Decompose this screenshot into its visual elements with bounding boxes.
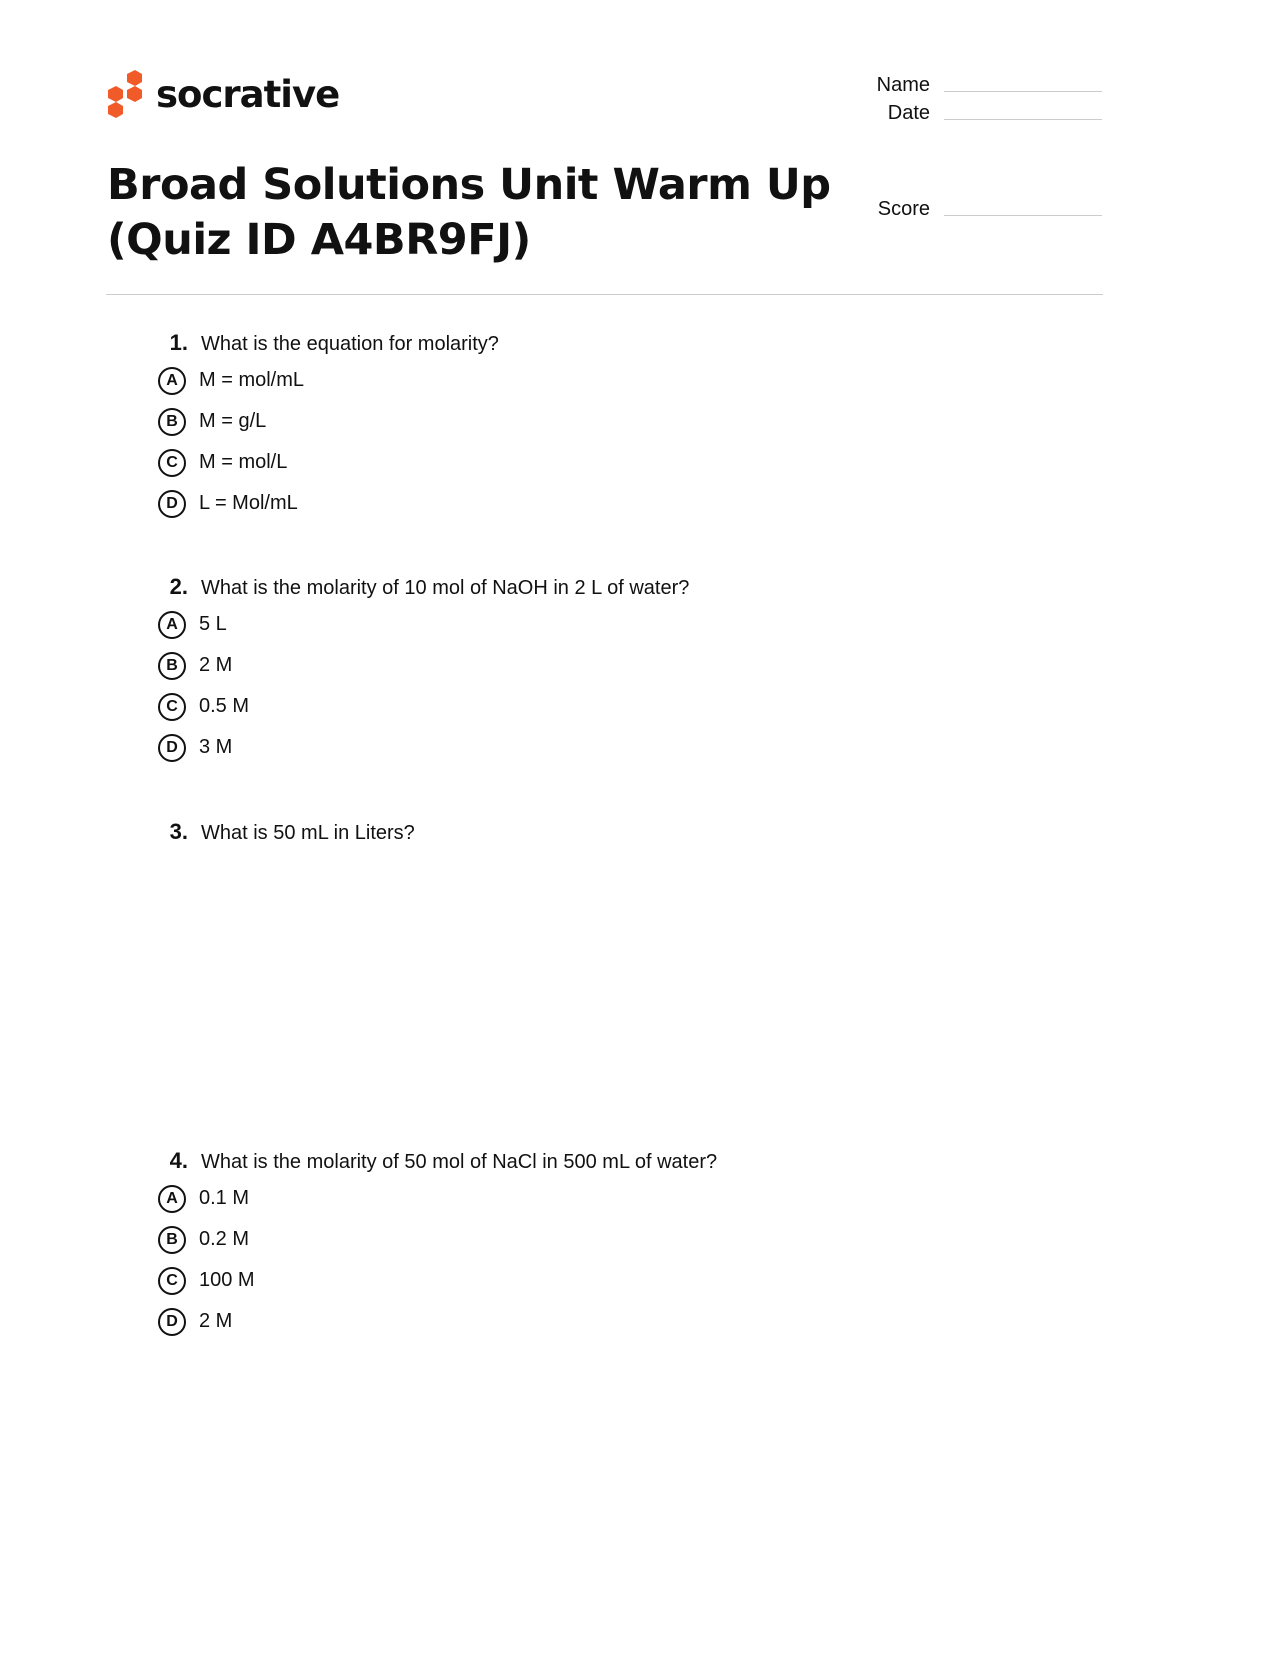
- question-header: [158, 574, 689, 600]
- answer-bubble[interactable]: D: [158, 490, 186, 518]
- question-2: [158, 574, 689, 768]
- name-label: Name: [876, 74, 930, 96]
- answer-text: 2 M: [199, 1310, 233, 1332]
- answer-option[interactable]: [158, 360, 499, 401]
- date-field[interactable]: [850, 102, 1102, 125]
- answer-option[interactable]: [158, 686, 689, 727]
- question-number: 4.: [169, 1148, 188, 1173]
- answer-text: 3 M: [199, 736, 233, 758]
- answer-text: 5 L: [199, 613, 227, 635]
- answer-bubble[interactable]: A: [158, 367, 186, 395]
- answer-text: 0.2 M: [199, 1228, 250, 1250]
- quiz-title: [107, 158, 831, 268]
- answer-text: 100 M: [199, 1269, 255, 1291]
- answer-option[interactable]: [158, 1219, 717, 1260]
- date-line[interactable]: [944, 118, 1102, 120]
- answer-bubble[interactable]: D: [158, 1308, 186, 1336]
- question-text: What is the equation for molarity?: [201, 333, 499, 355]
- question-4: [158, 1148, 717, 1342]
- answer-text: 2 M: [199, 654, 233, 676]
- answer-option[interactable]: [158, 604, 689, 645]
- answer-option[interactable]: [158, 1301, 717, 1342]
- answer-bubble[interactable]: C: [158, 1267, 186, 1295]
- question-1: [158, 330, 499, 524]
- answer-text: M = g/L: [199, 410, 267, 432]
- answer-option[interactable]: [158, 401, 499, 442]
- header-divider: [106, 294, 1103, 295]
- answer-text: M = mol/L: [199, 451, 288, 473]
- answer-text: L = Mol/mL: [199, 492, 298, 514]
- answer-option[interactable]: [158, 727, 689, 768]
- title-line-2: (Quiz ID A4BR9FJ): [107, 215, 531, 265]
- answer-option[interactable]: [158, 483, 499, 524]
- answer-text: 0.1 M: [199, 1187, 250, 1209]
- answer-bubble[interactable]: C: [158, 449, 186, 477]
- answer-option[interactable]: [158, 645, 689, 686]
- date-label: Date: [887, 102, 930, 124]
- answer-text: 0.5 M: [199, 695, 250, 717]
- answer-option[interactable]: [158, 1178, 717, 1219]
- question-header: [158, 819, 415, 845]
- question-header: [158, 1148, 717, 1174]
- logo-text: socrative: [156, 72, 340, 116]
- answer-bubble[interactable]: B: [158, 652, 186, 680]
- question-header: [158, 330, 499, 356]
- answer-bubble[interactable]: B: [158, 1226, 186, 1254]
- score-field[interactable]: [850, 198, 1102, 221]
- socrative-logo: [106, 70, 339, 118]
- question-text: What is the molarity of 10 mol of NaOH in 2 L of water?: [201, 577, 690, 599]
- answer-bubble[interactable]: D: [158, 734, 186, 762]
- answer-bubble[interactable]: A: [158, 611, 186, 639]
- answer-bubble[interactable]: C: [158, 693, 186, 721]
- name-line[interactable]: [944, 90, 1102, 92]
- answer-bubble[interactable]: A: [158, 1185, 186, 1213]
- title-line-1: Broad Solutions Unit Warm Up: [107, 160, 831, 210]
- logo-hexagons-icon: [106, 70, 144, 118]
- question-text: What is the molarity of 50 mol of NaCl in 500 mL of water?: [201, 1151, 718, 1173]
- score-line[interactable]: [944, 214, 1102, 216]
- question-number: 3.: [169, 819, 188, 844]
- question-3: [158, 819, 415, 845]
- answer-option[interactable]: [158, 1260, 717, 1301]
- question-number: 2.: [169, 574, 188, 599]
- question-number: 1.: [169, 330, 188, 355]
- score-label: Score: [877, 198, 930, 220]
- answer-option[interactable]: [158, 442, 499, 483]
- answer-bubble[interactable]: B: [158, 408, 186, 436]
- answer-text: M = mol/mL: [199, 369, 305, 391]
- name-field[interactable]: [850, 74, 1102, 97]
- question-text: What is 50 mL in Liters?: [201, 822, 415, 844]
